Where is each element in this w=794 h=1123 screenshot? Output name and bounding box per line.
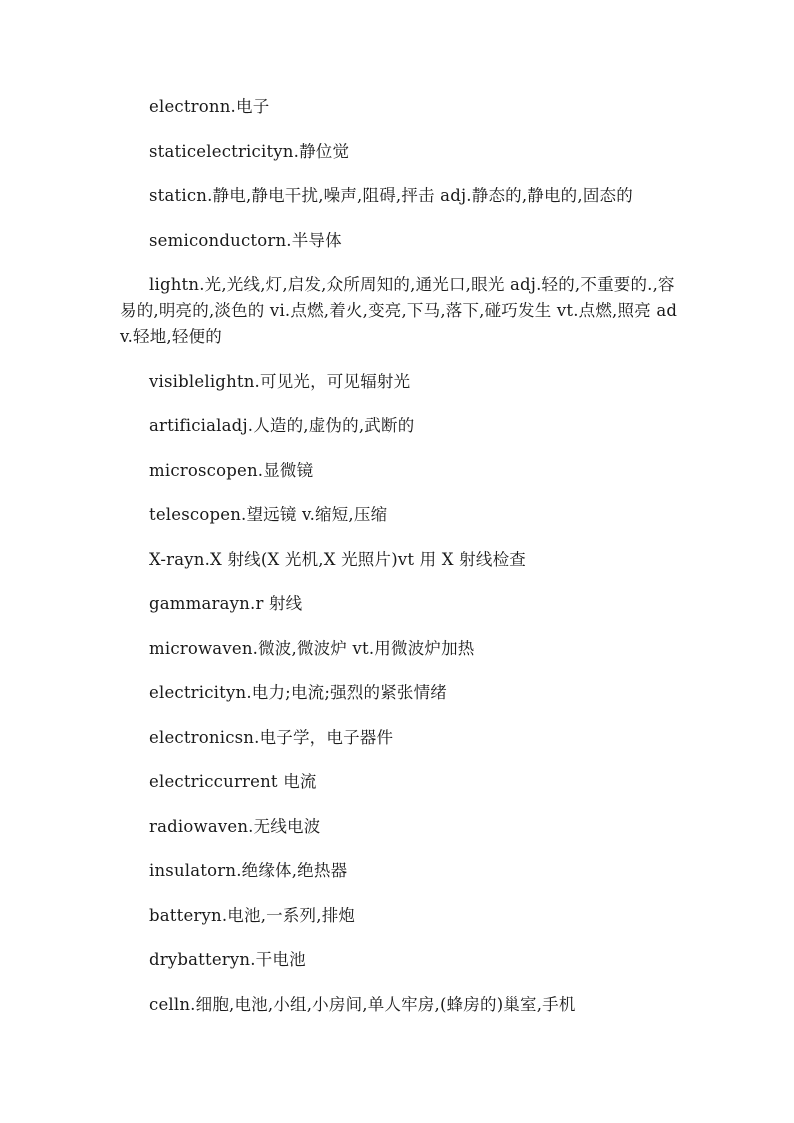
vocab-entry: gammarayn.r 射线 <box>149 594 303 613</box>
vocab-entry: semiconductorn.半导体 <box>149 230 342 250</box>
vocabulary-list <box>120 94 680 1036</box>
vocab-entry: celln.细胞,电池,小组,小房间,单人牢房,(蜂房的)巢室,手机 <box>149 994 576 1014</box>
vocab-entry: insulatorn.绝缘体,绝热器 <box>149 861 348 880</box>
vocab-entry: telescopen.望远镜 v.缩短,压缩 <box>149 505 388 524</box>
vocab-entry: electronn.电子 <box>149 97 270 116</box>
vocab-entry: electricityn.电力;电流;强烈的紧张情绪 <box>149 683 448 702</box>
vocab-entry: microscopen.显微镜 <box>149 460 314 480</box>
vocab-entry: radiowaven.无线电波 <box>149 816 321 836</box>
vocab-entry: microwaven.微波,微波炉 vt.用微波炉加热 <box>149 638 475 658</box>
vocab-entry: lightn.光,光线,灯,启发,众所周知的,通光口,眼光 adj.轻的,不重要的.,容易的,明亮的,淡色的 vi.点燃,着火,变亮,下马,落下,碰巧发生 vt.点燃,照亮 adv.轻地,轻便的 <box>120 275 678 346</box>
vocab-entry: drybatteryn.干电池 <box>149 950 306 969</box>
vocab-entry: staticn.静电,静电干扰,噪声,阻碍,抨击 adj.静态的,静电的,固态的 <box>149 186 633 205</box>
vocab-entry: electriccurrent 电流 <box>149 772 317 791</box>
vocab-entry: X-rayn.X 射线(X 光机,X 光照片)vt 用 X 射线检查 <box>149 549 526 569</box>
vocab-entry: visiblelightn.可见光，可见辐射光 <box>149 371 411 391</box>
vocab-entry: staticelectricityn.静位觉 <box>149 141 350 161</box>
vocab-entry: batteryn.电池,一系列,排炮 <box>149 905 356 925</box>
vocab-entry: artificialadj.人造的,虚伪的,武断的 <box>149 416 415 435</box>
vocab-entry: electronicsn.电子学，电子器件 <box>149 727 394 747</box>
